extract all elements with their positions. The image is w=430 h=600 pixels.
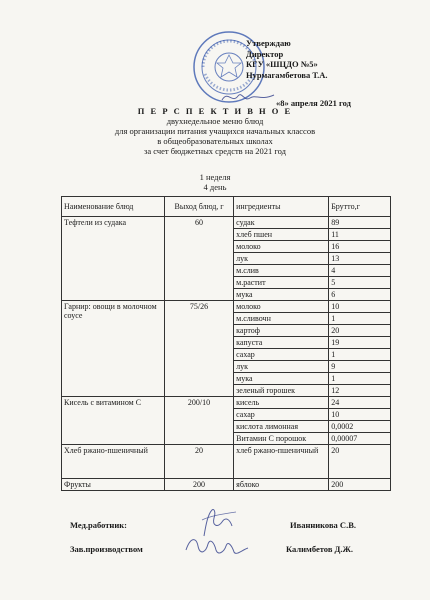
- ingredient-cell: м.растит: [234, 277, 329, 289]
- heading-line: для организации питания учащихся начальных классов: [114, 126, 316, 136]
- ingredient-cell: Витамин С порошок: [234, 433, 329, 445]
- gross-weight-cell: 0,0002: [329, 421, 391, 433]
- ingredient-cell: хлеб ржано-пшеничный: [234, 445, 329, 479]
- approval-school: КГУ «ШЦДО №5»: [246, 59, 318, 69]
- dish-name-cell: Хлеб ржано-пшеничный: [62, 445, 165, 479]
- dish-output-cell: 75/26: [164, 301, 233, 397]
- ingredient-cell: молоко: [234, 241, 329, 253]
- document-title: П Е Р С П Е К Т И В Н О Е: [137, 106, 293, 116]
- medic-label: Мед.работник:: [70, 520, 127, 530]
- gross-weight-cell: 13: [329, 253, 391, 265]
- ingredient-cell: мука: [234, 289, 329, 301]
- gross-weight-cell: 6: [329, 289, 391, 301]
- gross-weight-cell: 11: [329, 229, 391, 241]
- column-header-ingredients: ингредиенты: [234, 197, 329, 217]
- dish-name-cell: Гарнир: овощи в молочном соусе: [62, 301, 165, 397]
- dish-name-cell: Тефтели из судака: [62, 217, 165, 301]
- gross-weight-cell: 20: [329, 325, 391, 337]
- gross-weight-cell: 5: [329, 277, 391, 289]
- menu-table: [61, 196, 391, 491]
- table-row: [62, 445, 391, 479]
- ingredient-cell: м.сливочн: [234, 313, 329, 325]
- ingredient-cell: молоко: [234, 301, 329, 313]
- table-header-row: [62, 197, 391, 217]
- heading-line: за счет бюджетных средств на 2021 год: [143, 146, 286, 156]
- dish-output-cell: 60: [164, 217, 233, 301]
- gross-weight-cell: 19: [329, 337, 391, 349]
- dish-output-cell: 200/10: [164, 397, 233, 445]
- week-label: 1 неделя: [199, 172, 231, 182]
- manager-name: Калимбетов Д.Ж.: [286, 544, 354, 554]
- day-label: 4 день: [203, 182, 227, 192]
- table-row: [62, 217, 391, 229]
- ingredient-cell: зеленый горошек: [234, 385, 329, 397]
- gross-weight-cell: 0,00007: [329, 433, 391, 445]
- table-row: [62, 479, 391, 491]
- gross-weight-cell: 1: [329, 313, 391, 325]
- dish-name-cell: Кисель с витамином С: [62, 397, 165, 445]
- ingredient-cell: судак: [234, 217, 329, 229]
- ingredient-cell: картоф: [234, 325, 329, 337]
- gross-weight-cell: 10: [329, 301, 391, 313]
- medic-name: Иванникова С.В.: [290, 520, 356, 530]
- ingredient-cell: кисель: [234, 397, 329, 409]
- gross-weight-cell: 1: [329, 349, 391, 361]
- gross-weight-cell: 1: [329, 373, 391, 385]
- table-row: [62, 301, 391, 313]
- gross-weight-cell: 10: [329, 409, 391, 421]
- approval-line: Утверждаю: [246, 38, 291, 48]
- approval-director-name: Нурмагамбетова Т.А.: [246, 69, 328, 80]
- ingredient-cell: кислота лимонная: [234, 421, 329, 433]
- manager-signature: [182, 532, 252, 562]
- ingredient-cell: лук: [234, 253, 329, 265]
- approval-date: «8» апреля 2021 год: [276, 98, 351, 108]
- heading-line: двухнедельное меню блюд: [166, 116, 264, 126]
- gross-weight-cell: 20: [329, 445, 391, 479]
- column-header-dish: Наименование блюд: [62, 197, 165, 217]
- dish-output-cell: 200: [164, 479, 233, 491]
- gross-weight-cell: 24: [329, 397, 391, 409]
- table-body: [62, 217, 391, 491]
- director-signature: [218, 86, 278, 108]
- gross-weight-cell: 89: [329, 217, 391, 229]
- ingredient-cell: яблоко: [234, 479, 329, 491]
- document-heading: [0, 106, 430, 192]
- table-row: [62, 397, 391, 409]
- gross-weight-cell: 9: [329, 361, 391, 373]
- dish-name-cell: Фрукты: [62, 479, 165, 491]
- ingredient-cell: м.слив: [234, 265, 329, 277]
- ingredient-cell: сахар: [234, 349, 329, 361]
- ingredient-cell: лук: [234, 361, 329, 373]
- gross-weight-cell: 200: [329, 479, 391, 491]
- ingredient-cell: мука: [234, 373, 329, 385]
- column-header-output: Выход блюд, г: [164, 197, 233, 217]
- gross-weight-cell: 4: [329, 265, 391, 277]
- heading-line: в общеобразовательных школах: [157, 136, 273, 146]
- column-header-gross: Брутто,г: [329, 197, 391, 217]
- approval-position: Директор: [246, 48, 284, 59]
- gross-weight-cell: 16: [329, 241, 391, 253]
- dish-output-cell: 20: [164, 445, 233, 479]
- ingredient-cell: сахар: [234, 409, 329, 421]
- ingredient-cell: капуста: [234, 337, 329, 349]
- approval-block: [246, 38, 328, 80]
- ingredient-cell: хлеб пшен: [234, 229, 329, 241]
- gross-weight-cell: 12: [329, 385, 391, 397]
- manager-label: Зав.производством: [70, 544, 143, 554]
